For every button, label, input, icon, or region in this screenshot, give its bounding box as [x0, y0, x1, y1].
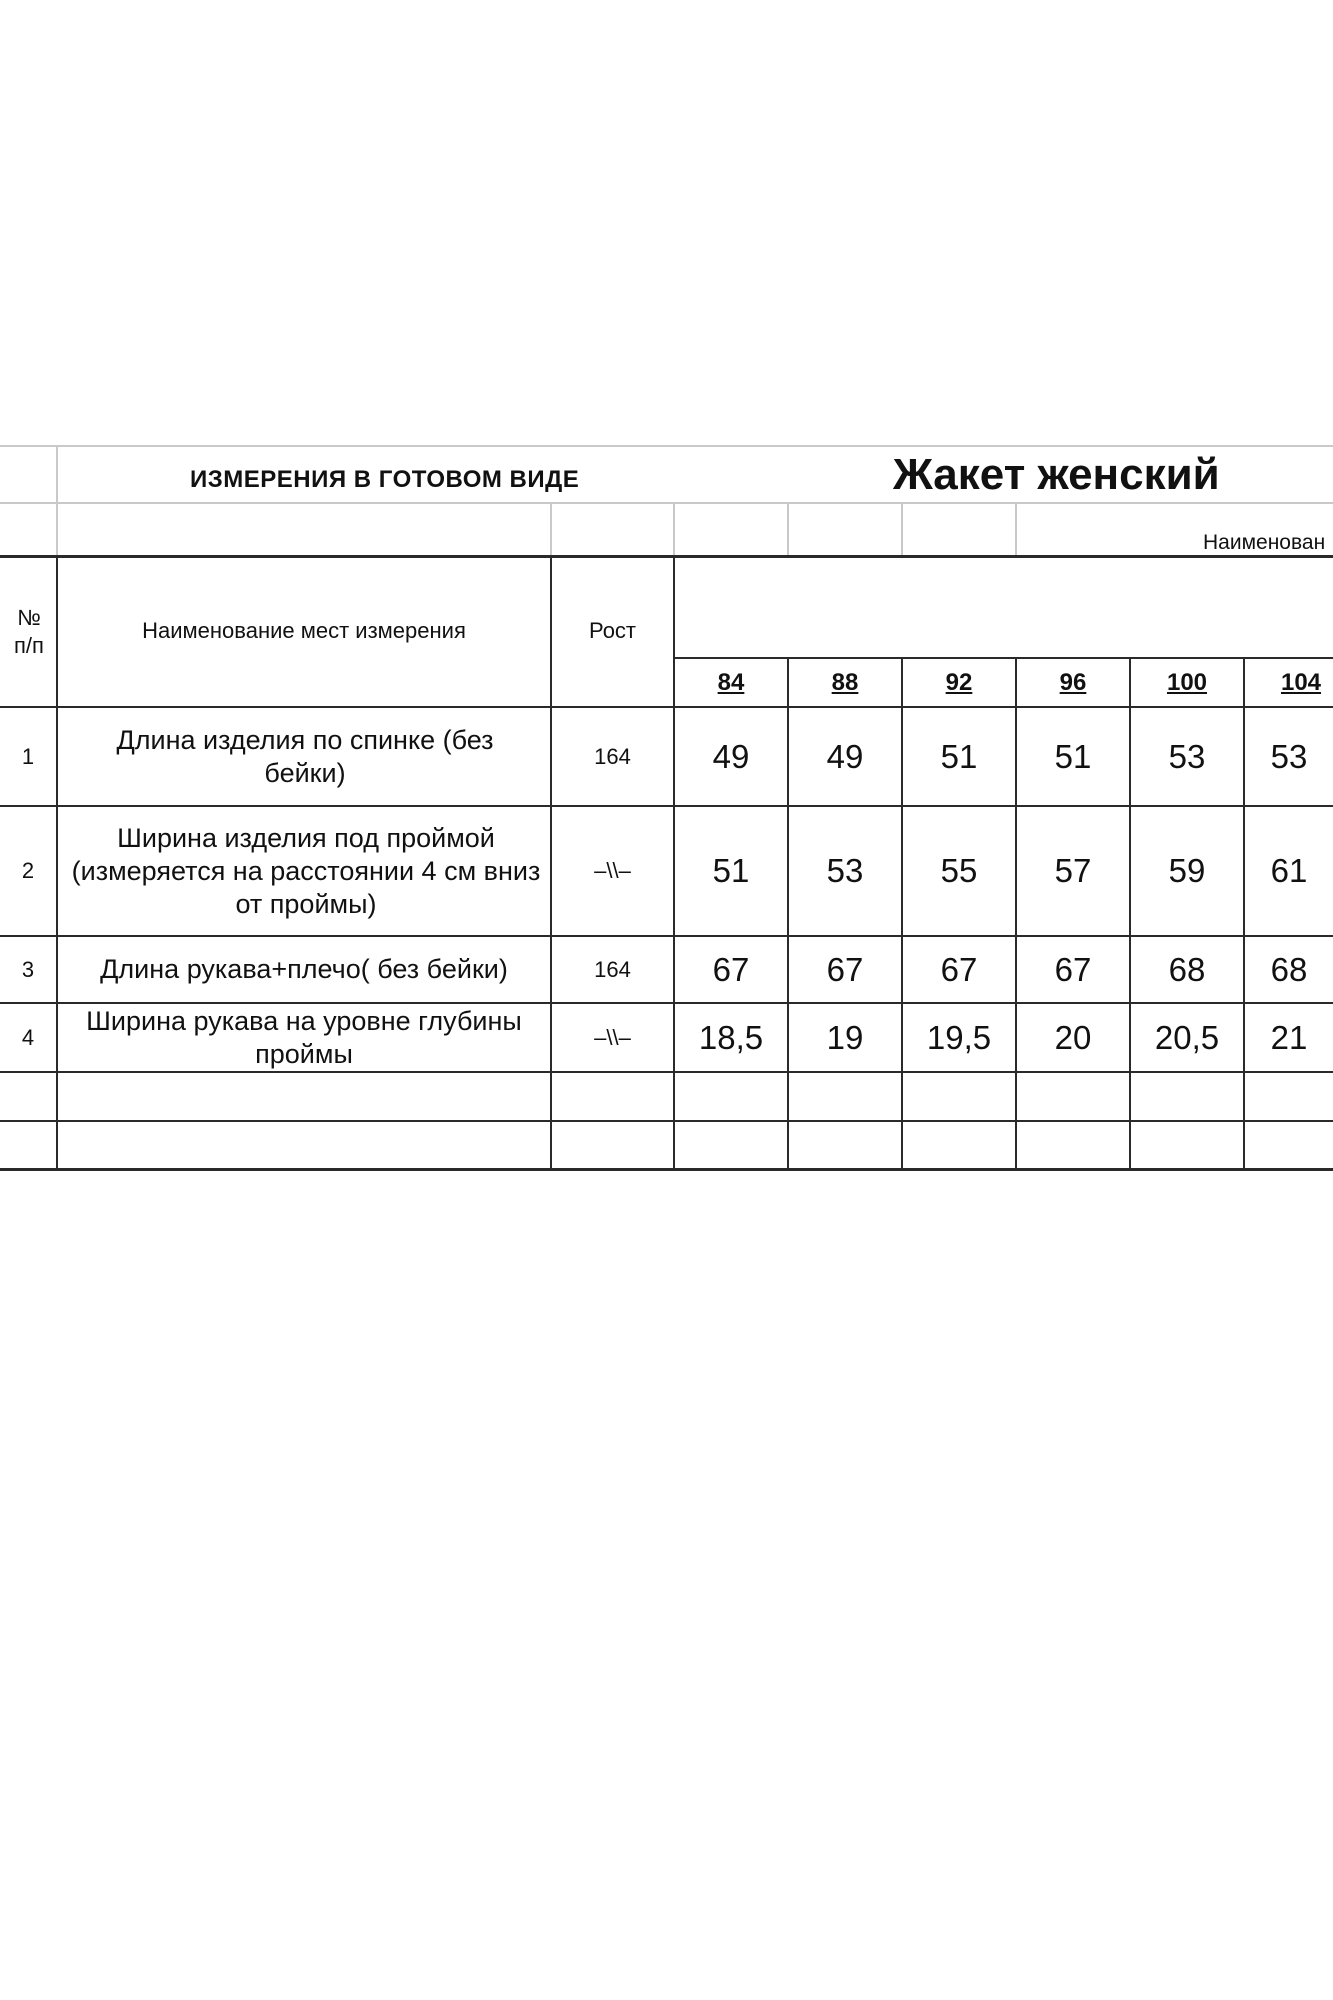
row-value: 18,5	[698, 1018, 764, 1056]
size-header-100: 100	[1166, 668, 1208, 696]
row-height: 164	[594, 956, 631, 982]
row-value: 67	[826, 950, 864, 988]
row-name: Длина рукава+плечо( без бейки)	[100, 954, 508, 984]
size-header-84: 84	[717, 668, 745, 696]
column-header-name: Наименование мест измерения	[142, 618, 466, 643]
table-border	[0, 1071, 1333, 1073]
grid-line	[901, 502, 903, 557]
size-header-92: 92	[945, 668, 973, 696]
row-name: Ширина рукава на уровне глубины проймы	[86, 1005, 522, 1069]
row-value: 19	[826, 1018, 864, 1056]
row-value: 20	[1054, 1018, 1092, 1056]
grid-line	[673, 502, 675, 557]
row-value: 67	[712, 950, 750, 988]
row-value: 61	[1270, 852, 1308, 889]
row-value: 53	[1270, 737, 1308, 775]
column-header-height: Рост	[588, 618, 637, 643]
row-height: –\\–	[594, 1024, 631, 1050]
row-value: 53	[1168, 737, 1206, 775]
row-value: 53	[826, 852, 864, 889]
row-value: 59	[1168, 852, 1206, 889]
row-height: –\\–	[594, 858, 631, 883]
row-value: 49	[712, 737, 750, 775]
measures-title: ИЗМЕРЕНИЯ В ГОТОВОМ ВИДЕ	[190, 466, 580, 493]
size-header-104: 104	[1280, 668, 1322, 696]
grid-line	[1015, 502, 1017, 557]
row-name: Длина изделия по спинке (без бейки)	[116, 724, 494, 788]
column-header-number: № п/п	[14, 605, 44, 658]
product-title: Жакет женский	[893, 450, 1220, 499]
row-value: 20,5	[1154, 1018, 1220, 1056]
truncated-header-label: Наименован	[1203, 531, 1326, 554]
grid-line	[56, 445, 58, 557]
row-name: Ширина изделия под проймой (измеряется на расстоянии 4 см вниз от проймы)	[71, 822, 541, 919]
size-header-88: 88	[831, 668, 859, 696]
size-header-96: 96	[1059, 668, 1087, 696]
row-value: 51	[712, 852, 750, 889]
row-value: 51	[1054, 737, 1092, 775]
grid-line	[787, 502, 789, 557]
row-height: 164	[594, 743, 631, 769]
row-value: 55	[940, 852, 978, 889]
table-border	[0, 1168, 1333, 1171]
row-value: 19,5	[926, 1018, 992, 1056]
row-number: 1	[21, 743, 35, 769]
row-number: 2	[21, 858, 35, 883]
row-value: 67	[1054, 950, 1092, 988]
grid-line	[550, 502, 552, 557]
row-value: 49	[826, 737, 864, 775]
row-value: 51	[940, 737, 978, 775]
table-border	[0, 1120, 1333, 1122]
row-value: 68	[1270, 950, 1308, 988]
row-value: 21	[1270, 1018, 1308, 1056]
row-value: 57	[1054, 852, 1092, 889]
row-number: 4	[21, 1024, 35, 1050]
row-value: 68	[1168, 950, 1206, 988]
row-value: 67	[940, 950, 978, 988]
row-number: 3	[21, 956, 35, 982]
